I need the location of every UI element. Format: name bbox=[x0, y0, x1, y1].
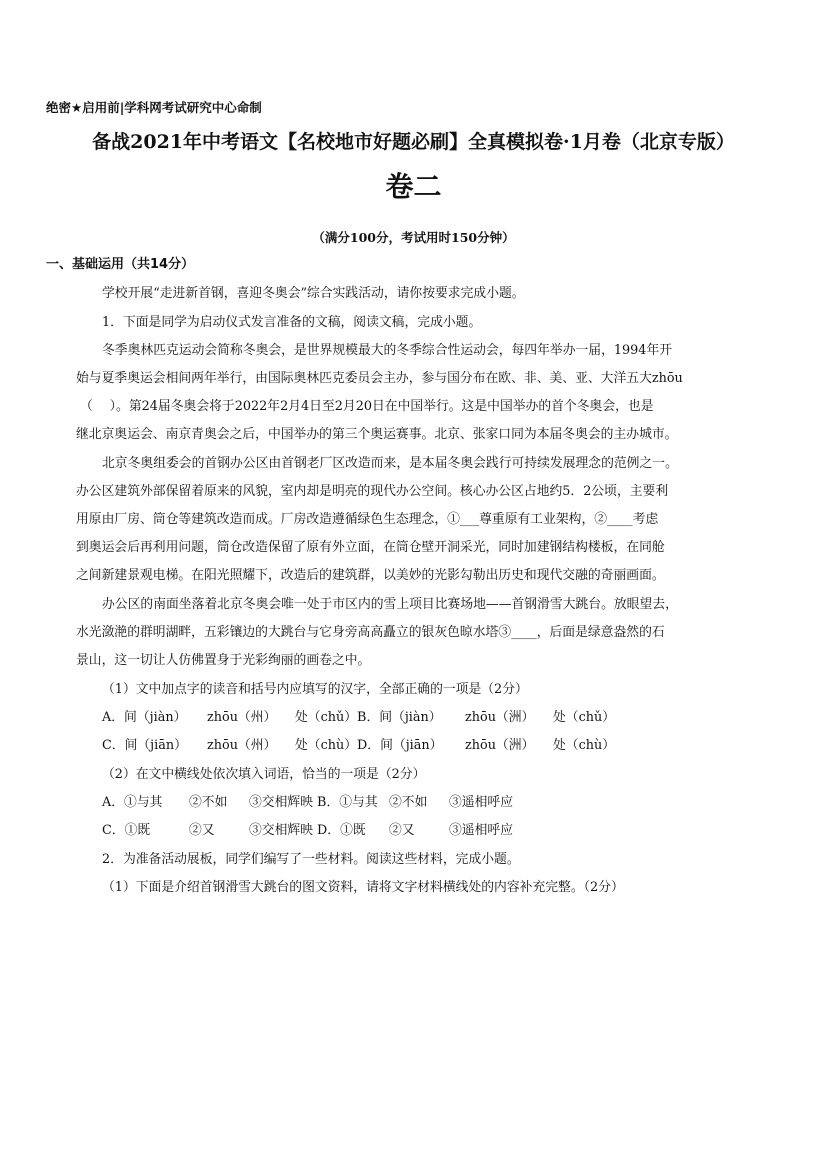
option-part: zhōu（洲） bbox=[465, 738, 535, 753]
option-part: A．①与其 bbox=[102, 795, 163, 810]
passage-line: 用原由厂房、筒仓等建筑改造而成。厂房改造遵循绿色生态理念，①___尊重原有工业架构，②____考虑 bbox=[76, 512, 659, 527]
option-row bbox=[102, 794, 513, 812]
passage-line: 之间新建景观电梯。在阳光照耀下，改造后的建筑群，以美妙的光影勾勒出历史和现代交融的奇丽画面。 bbox=[76, 568, 665, 583]
passage-line: （ ）。第24届冬奥会将于2022年2月4日至2月20日在中国举行。这是中国举办的首个冬奥会，也是 bbox=[80, 399, 654, 414]
option-part: 处（chù）D．间（jiān） bbox=[295, 738, 443, 753]
passage-line: 继北京奥运会、南京青奥会之后，中国举办的第三个奥运赛事。北京、张家口同为本届冬奥会的主办城市。 bbox=[76, 427, 678, 442]
passage-line: 办公区建筑外部保留着原来的风貌，室内却是明亮的现代办公空间。核心办公区占地约5．2公顷，主要利 bbox=[76, 484, 669, 499]
question-2: 2．为准备活动展板，同学们编写了一些材料。阅读这些材料，完成小题。 bbox=[102, 852, 520, 867]
passage-line: 冬季奥林匹克运动会简称冬奥会，是世界规模最大的冬季综合性运动会，每四年举办一届，1994年开 bbox=[102, 343, 673, 358]
exam-title: 备战2021年中考语文【名校地市好题必刷】全真模拟卷·1月卷（北京专版） bbox=[92, 131, 735, 153]
option-part: ②不如 bbox=[189, 795, 228, 810]
activity-intro: 学校开展“走进新首钢，喜迎冬奥会”综合实践活动，请你按要求完成小题。 bbox=[102, 286, 525, 301]
option-part: zhōu（州） bbox=[207, 738, 277, 753]
option-row bbox=[102, 709, 615, 727]
passage-line: 北京冬奥组委会的首钢办公区由首钢老厂区改造而来，是本届冬奥会践行可持续发展理念的范例之一。 bbox=[102, 456, 678, 471]
passage-line: 始与夏季奥运会相间两年举行，由国际奥林匹克委员会主办，参与国分布在欧、非、美、亚、大洋五大zhōu bbox=[76, 371, 683, 386]
option-part: 处（chù） bbox=[553, 738, 616, 753]
option-part: ③交相辉映 D．①既 bbox=[249, 823, 366, 838]
option-part: A．间（jiàn） bbox=[102, 710, 187, 725]
question-1: 1．下面是同学为启动仪式发言准备的文稿，阅读文稿，完成小题。 bbox=[102, 315, 482, 330]
option-part: 处（chǔ）B．间（jiàn） bbox=[295, 710, 442, 725]
section-heading: 一、基础运用（共14分） bbox=[46, 257, 195, 272]
option-part: ②又 bbox=[189, 823, 215, 838]
passage-line: 水光潋滟的群明湖畔，五彩镶边的大跳台与它身旁高高矗立的银灰色晾水塔③____，后面是绿意盎然的石 bbox=[76, 625, 665, 640]
score-time-note: （满分100分，考试用时150分钟） bbox=[312, 230, 515, 245]
subquestion-2: （2）在文中横线处依次填入词语，恰当的一项是（2分） bbox=[102, 767, 426, 782]
option-part: ③交相辉映 B．①与其 bbox=[249, 795, 378, 810]
option-part: ②又 bbox=[389, 823, 415, 838]
option-row bbox=[102, 822, 513, 840]
subquestion-1: （1）文中加点字的读音和括号内应填写的汉字，全部正确的一项是（2分） bbox=[102, 682, 528, 697]
option-part: ③遥相呼应 bbox=[449, 795, 513, 810]
passage-line: 景山，这一切让人仿佛置身于光彩绚丽的画卷之中。 bbox=[76, 653, 371, 668]
option-part: 处（chǔ） bbox=[553, 710, 616, 725]
paper-subtitle: 卷二 bbox=[385, 170, 442, 203]
passage-line: 办公区的南面坐落着北京冬奥会唯一处于市区内的雪上项目比赛场地——首钢滑雪大跳台。放眼望去， bbox=[102, 597, 678, 612]
confidential-notice: 绝密★启用前|学科网考试研究中心命制 bbox=[46, 100, 262, 115]
option-part: zhōu（州） bbox=[207, 710, 277, 725]
option-part: ③遥相呼应 bbox=[449, 823, 513, 838]
passage-line: 到奥运会后再利用问题，筒仓改造保留了原有外立面，在筒仓壁开洞采光，同时加建钢结构楼板，在同舱 bbox=[76, 540, 665, 555]
option-part: C．间（jiān） bbox=[102, 738, 187, 753]
option-part: ②不如 bbox=[389, 795, 428, 810]
option-row bbox=[102, 737, 615, 755]
question-2-subquestion-1: （1）下面是介绍首钢滑雪大跳台的图文资料，请将文字材料横线处的内容补充完整。（2分） bbox=[102, 880, 624, 895]
option-part: zhōu（洲） bbox=[465, 710, 535, 725]
option-part: C．①既 bbox=[102, 823, 151, 838]
